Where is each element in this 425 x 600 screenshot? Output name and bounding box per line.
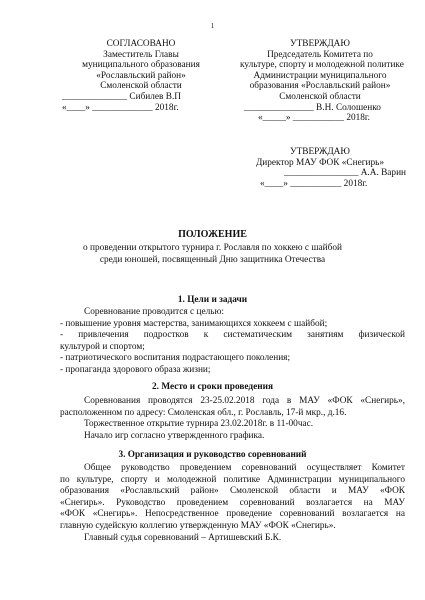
section2-body bbox=[60, 396, 405, 442]
section3-line: Главный судья соревнований – Артишевский Б.К. bbox=[84, 532, 282, 543]
section2-line: расположенном по адресу: Смоленская обл., г. Рославль, 17-й мкр., д.16. bbox=[60, 407, 347, 418]
approval-left-line: Смоленской области bbox=[100, 81, 182, 92]
approval-left-signature: ______________ Сибилев В.П bbox=[62, 91, 182, 102]
section3-line: «ФОК «Снегирь». Непосредственное проведение соревнований возлагается на bbox=[60, 509, 405, 520]
section3-line: по культуре, спорту и молодежной политике Администрации муниципального bbox=[60, 474, 405, 485]
approval-right-line: культуре, спорту и молодежной политике bbox=[240, 60, 404, 71]
section3-line: «Снегирь». Руководство проведением соревнований возлагается на МАУ bbox=[60, 497, 405, 508]
section1-line: - повышение уровня мастерства, занимающихся хоккеем с шайбой; bbox=[60, 318, 328, 329]
section3-line: Общее руководство проведением соревнований осуществляет Комитет bbox=[84, 463, 405, 473]
section2-line: Торжественное открытие турнира 23.02.2018г. в 11-00час. bbox=[84, 419, 314, 430]
section2-heading: 2. Место и сроки проведения bbox=[152, 382, 273, 392]
approval-fok-block bbox=[240, 147, 407, 189]
section1-line: - привлечения подростков к систематическим занятиям физической bbox=[60, 330, 405, 341]
section1-line: - патриотического воспитания подрастающего поколения; bbox=[60, 353, 291, 364]
section3-line: главную судейскую коллегию утвержденную МАУ «ФОК «Снегирь». bbox=[60, 520, 336, 531]
approval-right-heading: УТВЕРЖДАЮ bbox=[290, 39, 350, 49]
approval-right-date: «_____» ___________ 2018г. bbox=[258, 113, 371, 124]
approval-left-line: Заместитель Главы bbox=[103, 49, 179, 60]
section3-body bbox=[60, 463, 405, 544]
page-number: 1 bbox=[210, 22, 215, 30]
approval-right-line: образования «Рославльский район» bbox=[249, 81, 391, 92]
approval-right-line: Администрации муниципального bbox=[253, 70, 387, 81]
approval-left-line: муниципального образования bbox=[82, 60, 200, 71]
section2-line: Начало игр согласно утвержденного графика. bbox=[84, 430, 265, 441]
section3-line: образования «Рославльский район» Смоленской области и МАУ «ФОК bbox=[60, 486, 405, 497]
approval-fok-line: Директор МАУ ФОК «Снегирь» bbox=[255, 157, 385, 168]
subtitle-line: о проведении открытого турнира г. Рославля по хоккею с шайбой bbox=[83, 243, 342, 253]
approval-left-date: «____» _____________ 2018г. bbox=[62, 102, 179, 113]
document-subtitle bbox=[40, 243, 385, 266]
section2-line: Соревнования проводятся 23-25.02.2018 года в МАУ «ФОК «Снегирь», bbox=[84, 396, 405, 406]
approval-fok-heading: УТВЕРЖДАЮ bbox=[290, 147, 350, 157]
approval-left-block bbox=[46, 39, 236, 113]
section1-heading: 1. Цели и задачи bbox=[177, 295, 248, 305]
approval-fok-date: «____» ___________ 2018г. bbox=[260, 178, 368, 189]
section1-line: - пропаганда здорового образа жизни; bbox=[60, 364, 211, 375]
section1-line: культурой и спортом; bbox=[60, 341, 145, 352]
subtitle-line: среди юношей, посвященный Дню защитника Отечества bbox=[99, 254, 326, 265]
approval-left-line: «Рославльский район» bbox=[96, 70, 186, 81]
approval-left-heading: СОГЛАСОВАНО bbox=[106, 39, 176, 49]
approval-right-block bbox=[240, 39, 404, 124]
approval-right-signature: _______________ В.Н. Солошенко bbox=[244, 102, 381, 113]
section1-line: Соревнование проводится с целью: bbox=[84, 307, 224, 317]
section1-body bbox=[60, 307, 405, 377]
approval-fok-signature: ________________ А.А. Варин bbox=[284, 168, 407, 179]
document-title: ПОЛОЖЕНИЕ bbox=[178, 229, 247, 240]
section3-heading: 3. Организация и руководство соревнований bbox=[118, 450, 307, 460]
approval-right-line: Смоленской области bbox=[279, 91, 361, 102]
approval-right-line: Председатель Комитета по bbox=[267, 49, 373, 60]
